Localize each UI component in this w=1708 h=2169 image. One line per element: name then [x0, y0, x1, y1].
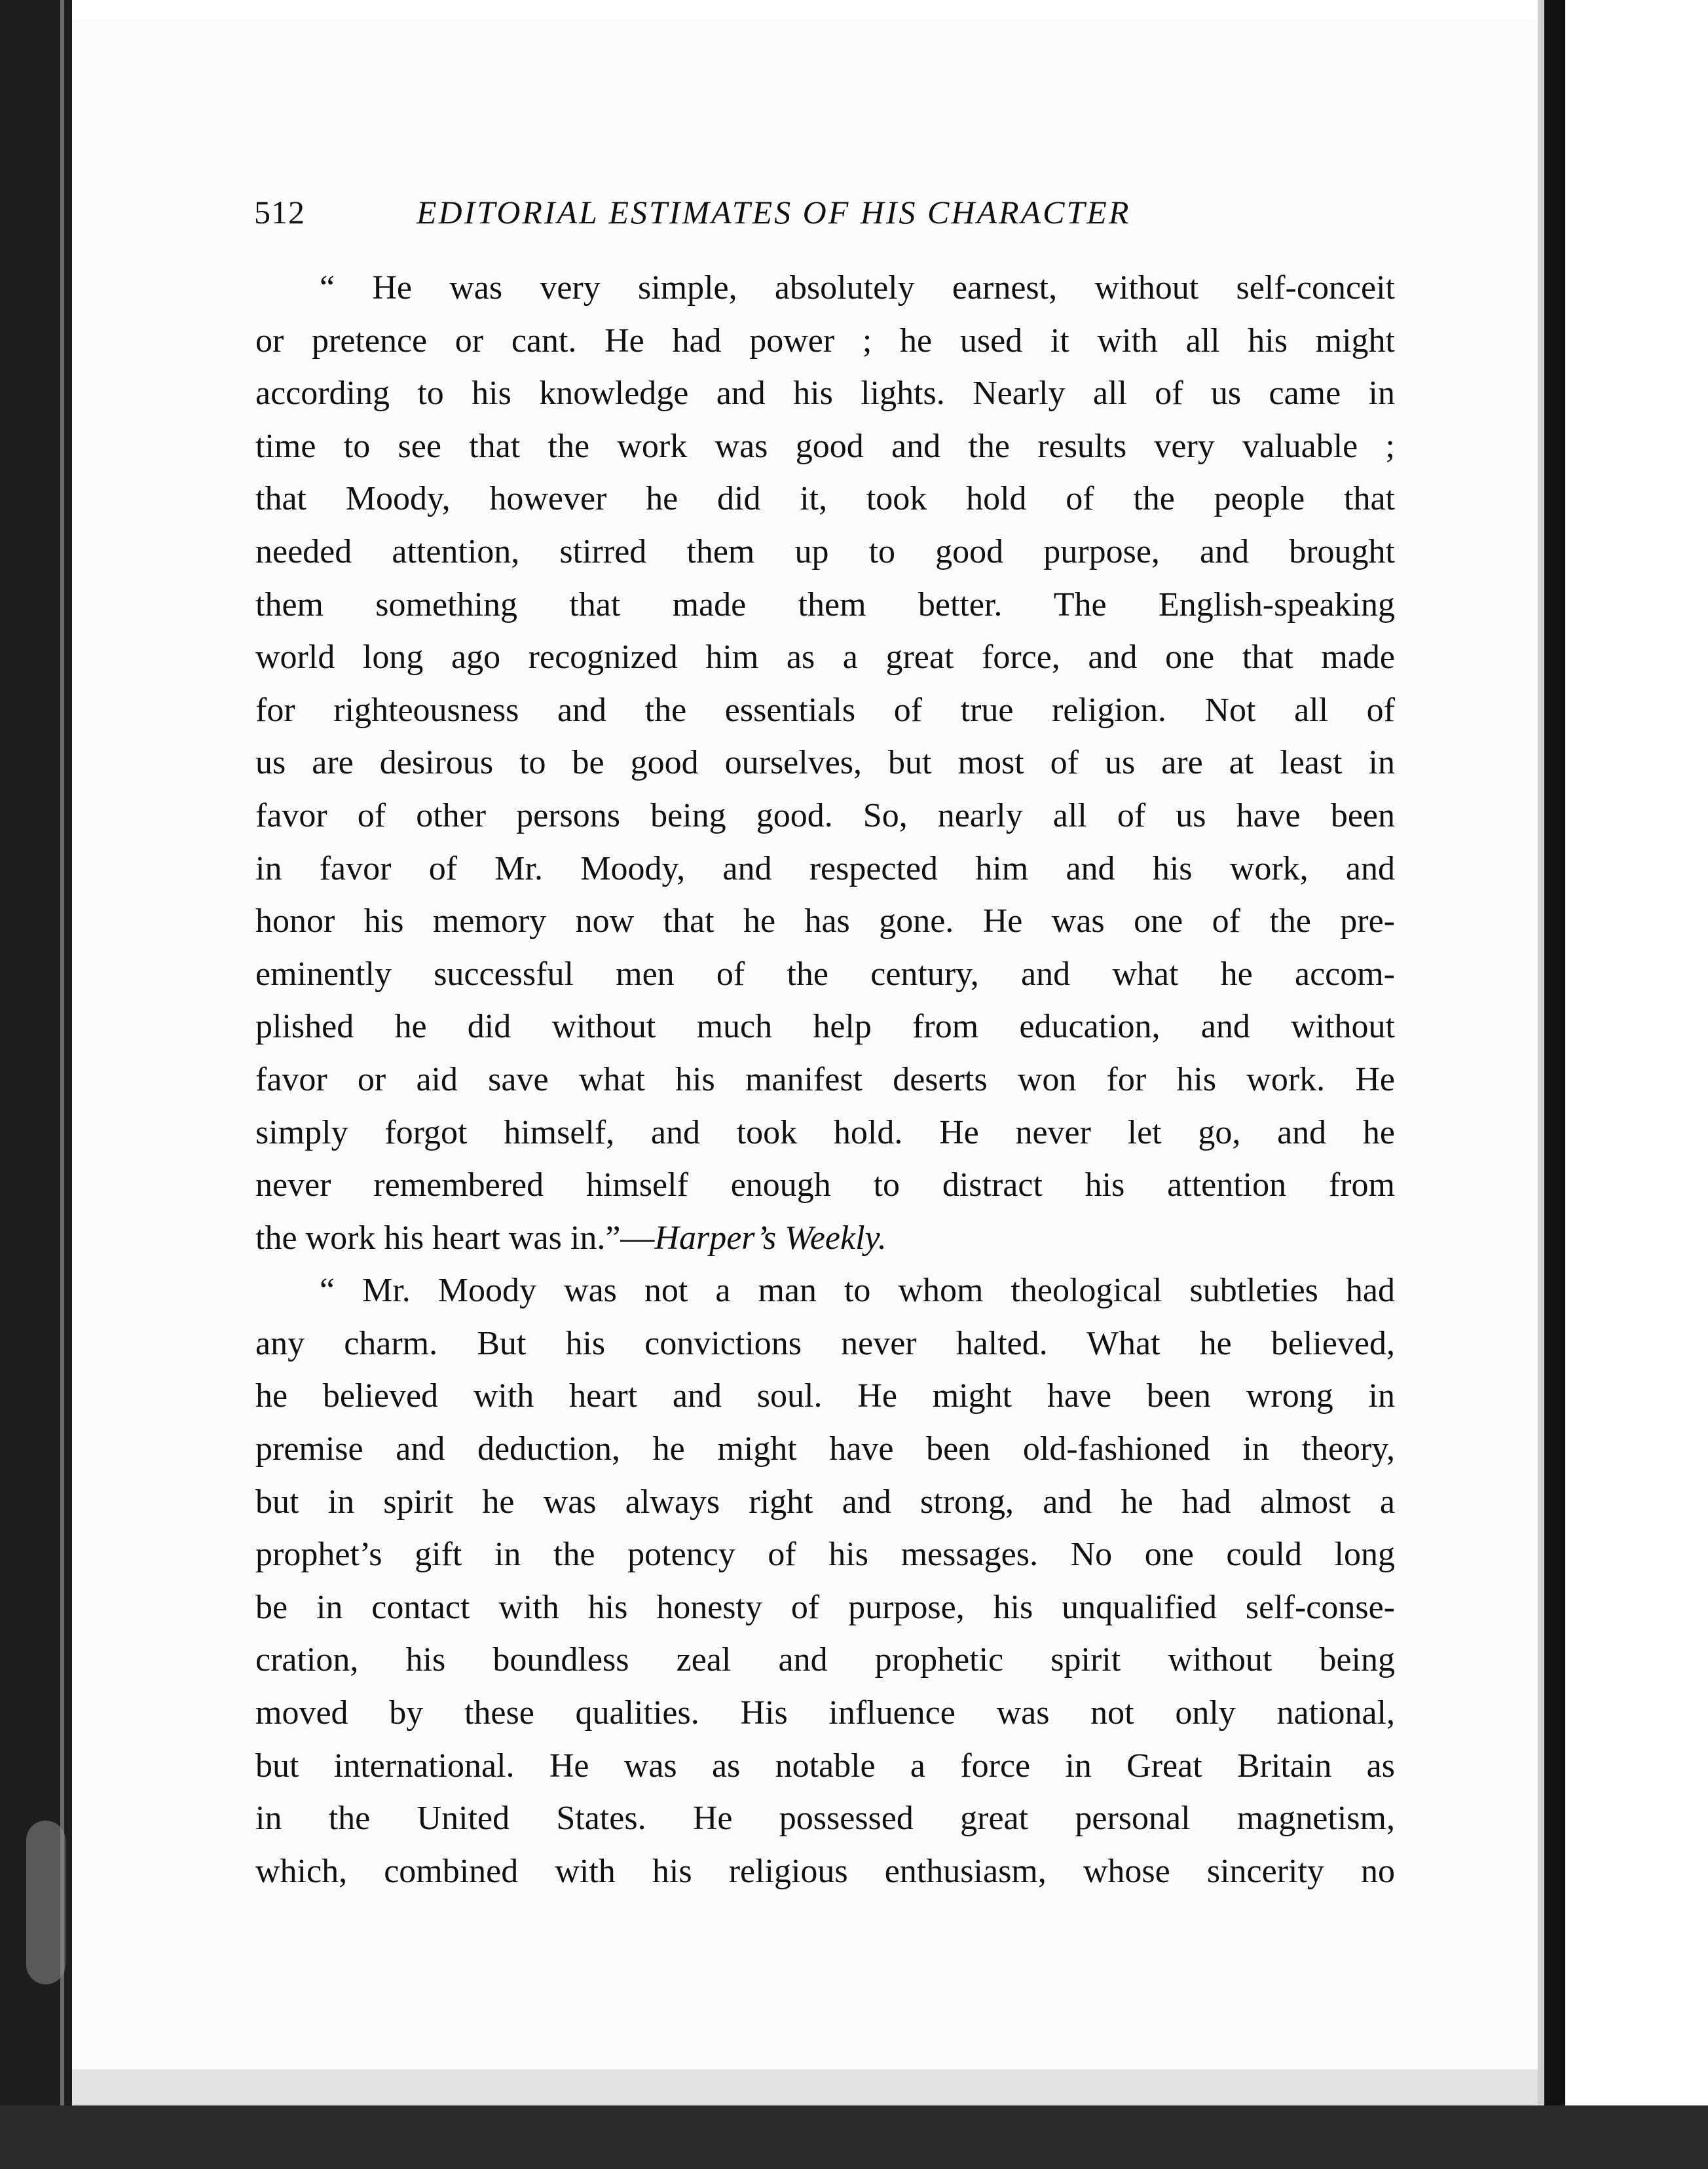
text-line: but international. He was as notable a force in Great Britain as: [255, 1747, 1395, 1785]
text-line: never remembered himself enough to distract his attention from: [255, 1166, 1395, 1204]
page-number: 512: [254, 194, 305, 231]
text-line: prophet’s gift in the potency of his messages. No one could long: [255, 1536, 1395, 1574]
text-line: that Moody, however he did it, took hold of the people that: [255, 480, 1395, 518]
text-line: “ He was very simple, absolutely earnest, without self-conceit: [320, 269, 1395, 306]
text-line: them something that made them better. The English-speaking: [255, 585, 1395, 623]
text-line: in the United States. He possessed great personal magnetism,: [255, 1800, 1395, 1838]
text-line: in favor of Mr. Moody, and respected him and his work, and: [255, 849, 1395, 887]
text-line: for righteousness and the essentials of true religion. Not all of: [255, 691, 1395, 729]
running-head: EDITORIAL ESTIMATES OF HIS CHARACTER: [417, 194, 1131, 231]
text-line: be in contact with his honesty of purpose, his unqualified self-conse-: [255, 1588, 1395, 1626]
text-line: time to see that the work was good and the results very valuable ;: [255, 427, 1395, 465]
paragraph-second-quote: [255, 1265, 1395, 1898]
page-bottom-shadow: [72, 2069, 1539, 2105]
page-header: [254, 193, 1236, 246]
text-line: cration, his boundless zeal and prophetic spirit without being: [255, 1641, 1395, 1679]
text-line: which, combined with his religious enthusiasm, whose sincerity no: [255, 1852, 1395, 1890]
text-line: moved by these qualities. His influence was not only national,: [255, 1694, 1395, 1732]
text-line: world long ago recognized him as a great force, and one that made: [255, 639, 1395, 677]
text-line-with-source: [255, 1212, 1395, 1265]
facing-page-fragment: [1690, 0, 1708, 2169]
text-line: us are desirous to be good ourselves, but most of us are at least in: [255, 744, 1395, 782]
scan-artifact: [26, 1821, 65, 1984]
text-line: honor his memory now that he has gone. He was one of the pre-: [255, 902, 1395, 940]
text-line: needed attention, stirred them up to good purpose, and brought: [255, 532, 1395, 570]
text-line: “ Mr. Moody was not a man to whom theological subtleties had: [320, 1272, 1395, 1310]
text-line: premise and deduction, he might have been old-fashioned in theory,: [255, 1430, 1395, 1468]
text-line: any charm. But his convictions never halted. What he believed,: [255, 1324, 1395, 1362]
text-line: the work his heart was in.”—: [255, 1219, 655, 1257]
text-line: but in spirit he was always right and strong, and he had almost a: [255, 1483, 1395, 1521]
text-line: he believed with heart and soul. He might have been wrong in: [255, 1377, 1395, 1415]
book-gutter: [1544, 0, 1565, 2169]
text-line: eminently successful men of the century, and what he accom-: [255, 955, 1395, 993]
text-line: favor of other persons being good. So, nearly all of us have been: [255, 796, 1395, 834]
text-line: simply forgot himself, and took hold. He never let go, and he: [255, 1113, 1395, 1151]
text-line: according to his knowledge and his lights. Nearly all of us came in: [255, 375, 1395, 413]
source-citation: Harper’s Weekly.: [654, 1219, 887, 1257]
body-text: [255, 262, 1395, 1898]
text-line: favor or aid save what his manifest deserts won for his work. He: [255, 1060, 1395, 1098]
scan-bottom-border: [0, 2105, 1708, 2169]
text-line: plished he did without much help from education, and without: [255, 1008, 1395, 1046]
text-line: or pretence or cant. He had power ; he used it with all his might: [255, 322, 1395, 360]
paragraph-harpers-weekly: [255, 262, 1395, 1265]
